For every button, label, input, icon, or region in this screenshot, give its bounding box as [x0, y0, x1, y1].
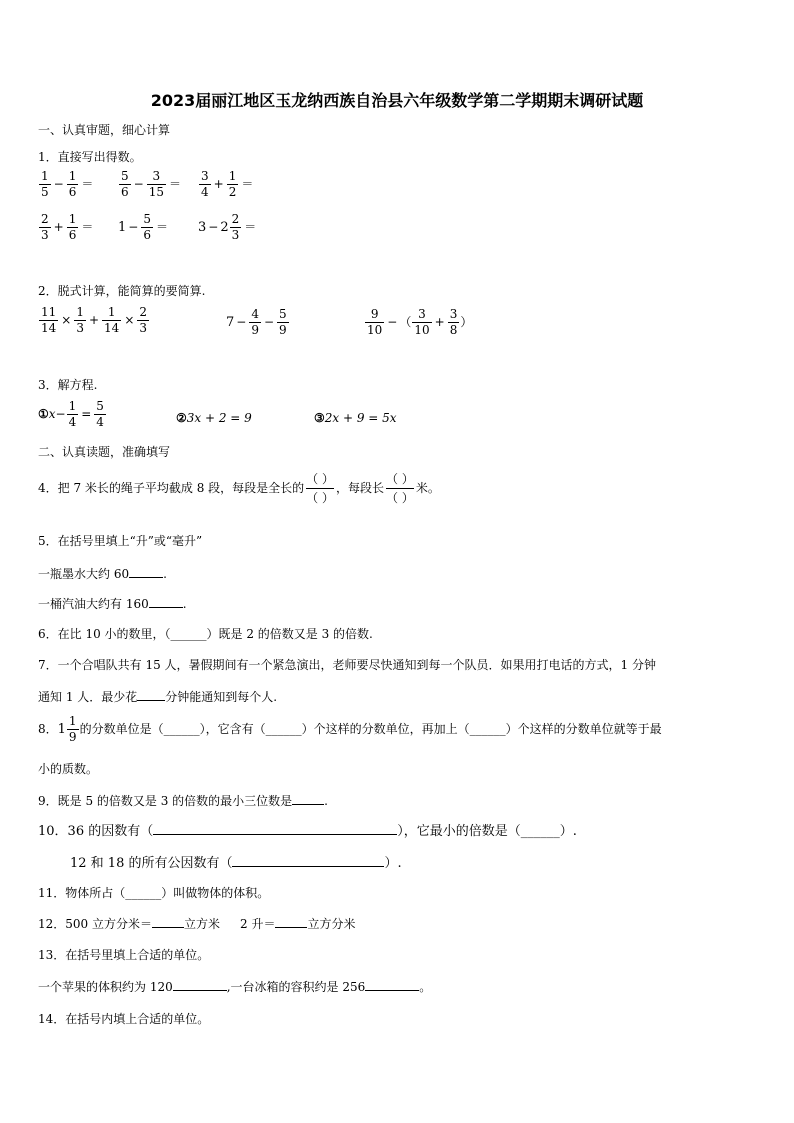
answer-blank[interactable]: [149, 607, 183, 608]
question-8-line-1: 8．1 $\frac{1}{9}$ 的分数单位是（______），它含有（______）个这样的分数单位，再加上（______）个这样的分数单位就等于最: [38, 714, 662, 744]
fraction: $\frac{1}{6}$: [68, 212, 77, 242]
fraction: $\frac{5}{6}$: [121, 169, 129, 199]
answer-blank[interactable]: [275, 927, 307, 928]
fraction: $\frac{3}{10}$: [414, 307, 430, 337]
fraction: $\frac{1}{9}$: [68, 714, 77, 744]
question-7-line-2: 通知 1 人．最少花 分钟能通知到每个人.: [38, 690, 278, 704]
answer-blank[interactable]: [153, 834, 397, 835]
question-12: 12．500 立方分米＝ 立方米 2 升＝ 立方分米: [38, 917, 356, 931]
fraction: $\frac{5}{4}$: [96, 399, 104, 429]
calc-item: $\frac{5}{6}$ − $\frac{3}{15}$ ＝: [121, 169, 181, 199]
fraction: $\frac{1}{4}$: [68, 399, 77, 429]
section-heading-1: 一、认真审题，细心计算: [38, 123, 171, 137]
fraction: $\frac{2}{3}$: [231, 212, 240, 242]
question-5-line-1: 一瓶墨水大约 60 .: [38, 567, 167, 581]
question-6: 6．在比 10 小的数里，（______）既是 2 的倍数又是 3 的倍数.: [38, 627, 373, 641]
answer-blank[interactable]: [152, 927, 184, 928]
fraction: $\frac{5}{9}$: [279, 307, 287, 337]
question-3-equation-1: ①x− $\frac{1}{4}$ = $\frac{5}{4}$: [38, 399, 104, 429]
question-11: 11．物体所占（______）叫做物体的体积。: [38, 886, 270, 900]
fraction: $\frac{5}{6}$: [143, 212, 151, 242]
answer-blank[interactable]: [129, 577, 163, 578]
fraction: $\frac{3}{4}$: [201, 169, 209, 199]
fraction: $\frac{1}{6}$: [68, 169, 77, 199]
question-13-line: 一个苹果的体积约为 120 ,一台冰箱的容积约是 256 。: [38, 980, 432, 994]
question-1-row-1: [38, 170, 278, 199]
question-5-line-2: 一桶汽油大约有 160 .: [38, 597, 187, 611]
question-1-row-2: [38, 213, 278, 242]
question-9: 9．既是 5 的倍数又是 3 的倍数的最小三位数是 .: [38, 794, 328, 808]
question-2-expr-3: $\frac{9}{10}$ − （ $\frac{3}{10}$ + $\frac{3}{8}$ ）: [367, 307, 473, 337]
question-13-label: 13．在括号里填上合适的单位。: [38, 948, 210, 962]
calc-item: 1 − $\frac{5}{6}$ ＝: [118, 212, 168, 242]
question-1-label: 1．直接写出得数。: [38, 150, 142, 164]
calc-item: $\frac{2}{3}$ + $\frac{1}{6}$ ＝: [41, 212, 94, 242]
fraction: $\frac{9}{10}$: [367, 307, 383, 337]
question-2-label: 2．脱式计算，能简算的要简算.: [38, 284, 206, 298]
question-10-line-1: 10．36 的因数有（ ），它最小的倍数是（______）.: [38, 824, 577, 839]
calc-item: $\frac{1}{5}$ − $\frac{1}{6}$ ＝: [41, 169, 94, 199]
question-2-expr-2: 7 − $\frac{4}{9}$ − $\frac{5}{9}$: [226, 307, 287, 337]
question-4: 4．把 7 米长的绳子平均截成 8 段，每段是全长的 （ ） （ ） ，每段长 （ ） （ ） 米。: [38, 472, 440, 505]
fraction-blank[interactable]: （ ） （ ）: [306, 472, 334, 505]
answer-blank[interactable]: [137, 700, 165, 701]
question-3-equation-3: ③2x + 9 = 5x: [314, 411, 397, 425]
answer-blank[interactable]: [365, 990, 419, 991]
answer-blank[interactable]: [292, 804, 324, 805]
question-2-expr-1: $\frac{11}{14}$ × $\frac{1}{3}$ + $\frac{1}{14}$ × $\frac{2}{3}$: [41, 305, 148, 335]
section-heading-2: 二、认真读题，准确填写: [38, 445, 171, 459]
fraction-blank[interactable]: （ ） （ ）: [386, 472, 414, 505]
fraction: $\frac{1}{5}$: [41, 169, 49, 199]
calc-item: 3 − 2 $\frac{2}{3}$ ＝: [198, 212, 257, 242]
question-8-line-2: 小的质数。: [38, 762, 99, 776]
fraction: $\frac{11}{14}$: [41, 305, 57, 335]
answer-blank[interactable]: [232, 866, 384, 867]
fraction: $\frac{4}{9}$: [251, 307, 259, 337]
fraction: $\frac{1}{2}$: [228, 169, 237, 199]
calc-item: $\frac{3}{4}$ + $\frac{1}{2}$ ＝: [201, 169, 254, 199]
fraction: $\frac{3}{15}$: [148, 169, 164, 199]
fraction: $\frac{2}{3}$: [41, 212, 49, 242]
fraction: $\frac{1}{3}$: [76, 305, 84, 335]
question-3-equation-2: ②3x + 2 = 9: [176, 411, 252, 425]
question-3-label: 3．解方程.: [38, 378, 98, 392]
fraction: $\frac{1}{14}$: [104, 305, 120, 335]
answer-blank[interactable]: [173, 990, 227, 991]
question-10-line-2: 12 和 18 的所有公因数有（ ）.: [70, 856, 402, 871]
question-14: 14．在括号内填上合适的单位。: [38, 1012, 210, 1026]
question-7-line-1: 7．一个合唱队共有 15 人，暑假期间有一个紧急演出，老师要尽快通知到每一个队员．如果用打电话的方式，1 分钟: [38, 658, 656, 672]
question-5-label: 5．在括号里填上“升”或“毫升”: [38, 534, 203, 548]
fraction: $\frac{2}{3}$: [139, 305, 148, 335]
fraction: $\frac{3}{8}$: [449, 307, 458, 337]
page-title: 2023届丽江地区玉龙纳西族自治县六年级数学第二学期期末调研试题: [150, 91, 644, 110]
